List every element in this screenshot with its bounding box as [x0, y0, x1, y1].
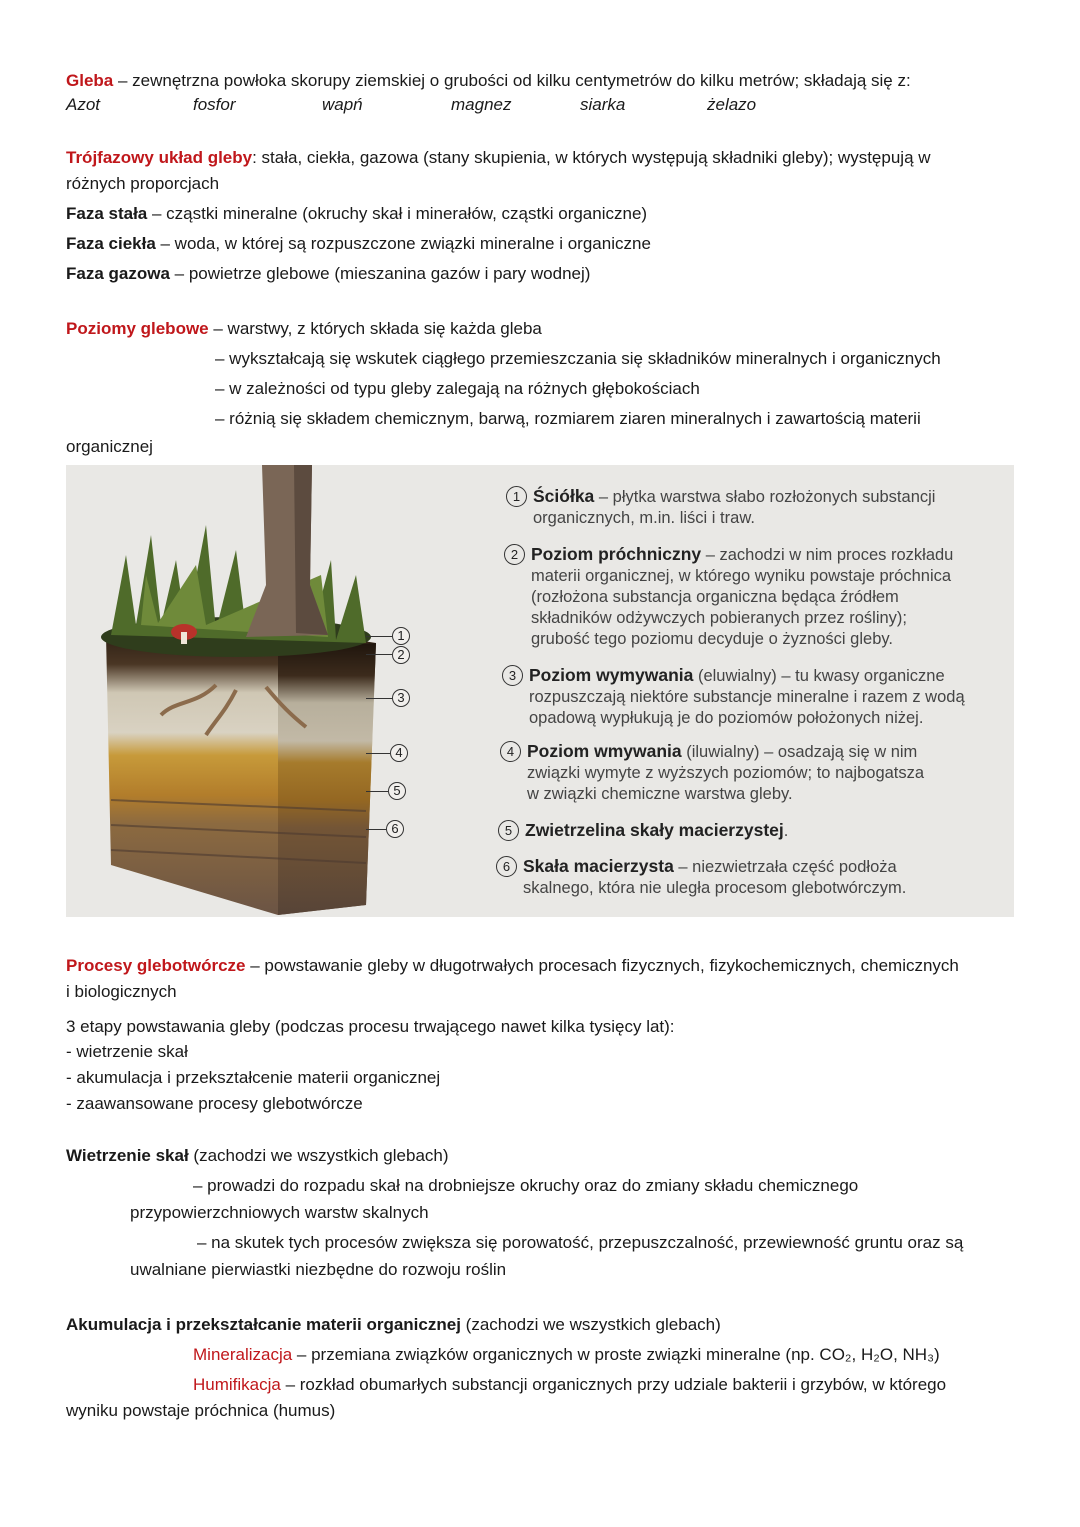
marker-line [366, 636, 392, 637]
trojfazowy-text: różnych proporcjach [66, 174, 220, 193]
procesy-term: Procesy glebotwórcze [66, 956, 246, 975]
horizon-5-description: 5 Zwietrzelina skały macierzystej. [498, 820, 788, 842]
marker-line [366, 829, 386, 830]
akumulacja-term: Akumulacja i przekształcanie materii organicznej [66, 1315, 461, 1334]
phase-item: Faza ciekła – woda, w której są rozpuszczone związki mineralne i organiczne [66, 234, 651, 253]
horizon-marker: 1 [392, 627, 410, 645]
gleba-element: fosfor [193, 95, 236, 114]
poziomy-line: – wykształcają się wskutek ciągłego przemieszczania się składników mineralnych i organicznych [215, 349, 941, 368]
etap-item: - wietrzenie skał [66, 1042, 188, 1061]
phase-item: Faza gazowa – powietrze glebowe (mieszanina gazów i pary wodnej) [66, 264, 591, 283]
horizon-marker: 2 [392, 646, 410, 664]
akumulacja-heading: Akumulacja i przekształcanie materii organicznej (zachodzi we wszystkich glebach) [66, 1315, 721, 1334]
poziomy-definition: Poziomy glebowe – warstwy, z których składa się każda gleba [66, 319, 542, 338]
horizon-marker: 5 [388, 782, 406, 800]
procesy-text: i biologicznych [66, 982, 177, 1001]
horizon-marker: 4 [390, 744, 408, 762]
gleba-element: wapń [322, 95, 363, 114]
humifikacja-line: Humifikacja – rozkład obumarłych substancji organicznych przy udziale bakterii i grzybów, w którego [193, 1375, 947, 1394]
phase-item: Faza stała – cząstki mineralne (okruchy skał i minerałów, cząstki organiczne) [66, 204, 648, 223]
wietrzenie-line: przypowierzchniowych warstw skalnych [130, 1203, 429, 1222]
marker-line [366, 698, 392, 699]
trojfazowy-term: Trójfazowy układ gleby [66, 148, 253, 167]
etap-item: - zaawansowane procesy glebotwórcze [66, 1094, 363, 1113]
trojfazowy-definition: Trójfazowy układ gleby: stała, ciekła, gazowa (stany skupienia, w których występują składniki gleby); występują w [66, 148, 931, 167]
wietrzenie-line: – prowadzi do rozpadu skał na drobniejsze okruchy oraz do zmiany składu chemicznego [193, 1176, 859, 1195]
marker-line [366, 654, 392, 655]
wietrzenie-line: – na skutek tych procesów zwiększa się porowatość, przepuszczalność, przewiewność gruntu oraz są [197, 1233, 964, 1252]
gleba-element: Azot [66, 95, 101, 114]
gleba-element: siarka [580, 95, 626, 114]
horizon-6-description: 6 Skała macierzysta – niezwietrzała część podłoża skalnego, która nie uległa procesom glebotwórczym. [496, 856, 906, 899]
horizon-marker: 6 [386, 820, 404, 838]
poziomy-line: – różnią się składem chemicznym, barwą, rozmiarem ziaren mineralnych i zawartością materii [215, 409, 921, 428]
gleba-element: magnez [451, 95, 512, 114]
soil-profile-figure [66, 465, 1014, 917]
horizon-4-description: 4 Poziom wmywania (iluwialny) – osadzają się w nim związki wymyte z wyższych poziomów; to najbogatsza w związki chemiczne warstwa gleby. [500, 741, 924, 805]
poziomy-line: organicznej [66, 437, 153, 456]
mineralizacja-line: Mineralizacja – przemiana związków organicznych w proste związki mineralne (np. CO₂, H₂O, NH₃) [193, 1345, 940, 1364]
poziomy-line: – w zależności od typu gleby zalegają na różnych głębokościach [215, 379, 700, 398]
etap-item: - akumulacja i przekształcenie materii organicznej [66, 1068, 441, 1087]
etapy-intro: 3 etapy powstawania gleby (podczas procesu trwającego nawet kilka tysięcy lat): [66, 1017, 675, 1036]
gleba-element: żelazo [707, 95, 757, 114]
horizon-1-description: 1 Ściółka – płytka warstwa słabo rozłożonych substancji organicznych, m.in. liści i traw. [506, 486, 935, 529]
horizon-2-description: 2 Poziom próchniczny – zachodzi w nim proces rozkładu materii organicznej, w którego wyniku powstaje próchnica (rozłożona substancja organiczna będąca źródłem składników odżywczych pobieranych przez rośliny); grubość tego poziomu decyduje o żyzności gleby. [504, 544, 953, 650]
wietrzenie-line: uwalniane pierwiastki niezbędne do rozwoju roślin [130, 1260, 507, 1279]
horizon-3-description: 3 Poziom wymywania (eluwialny) – tu kwasy organiczne rozpuszczają niektóre substancje mineralne i razem z wodą opadową wypłukują je do poziomów położonych niżej. [502, 665, 965, 729]
humifikacja-line: wyniku powstaje próchnica (humus) [66, 1401, 336, 1420]
procesy-definition: Procesy glebotwórcze – powstawanie gleby w długotrwałych procesach fizycznych, fizykochemicznych, chemicznych [66, 956, 959, 975]
wietrzenie-term: Wietrzenie skał [66, 1146, 189, 1165]
gleba-definition: Gleba – zewnętrzna powłoka skorupy ziemskiej o grubości od kilku centymetrów do kilku metrów; składają się z: [66, 71, 911, 90]
horizon-marker: 3 [392, 689, 410, 707]
gleba-term: Gleba [66, 71, 114, 90]
wietrzenie-heading: Wietrzenie skał (zachodzi we wszystkich glebach) [66, 1146, 449, 1165]
marker-line [366, 791, 388, 792]
poziomy-term: Poziomy glebowe [66, 319, 209, 338]
marker-line [366, 753, 390, 754]
